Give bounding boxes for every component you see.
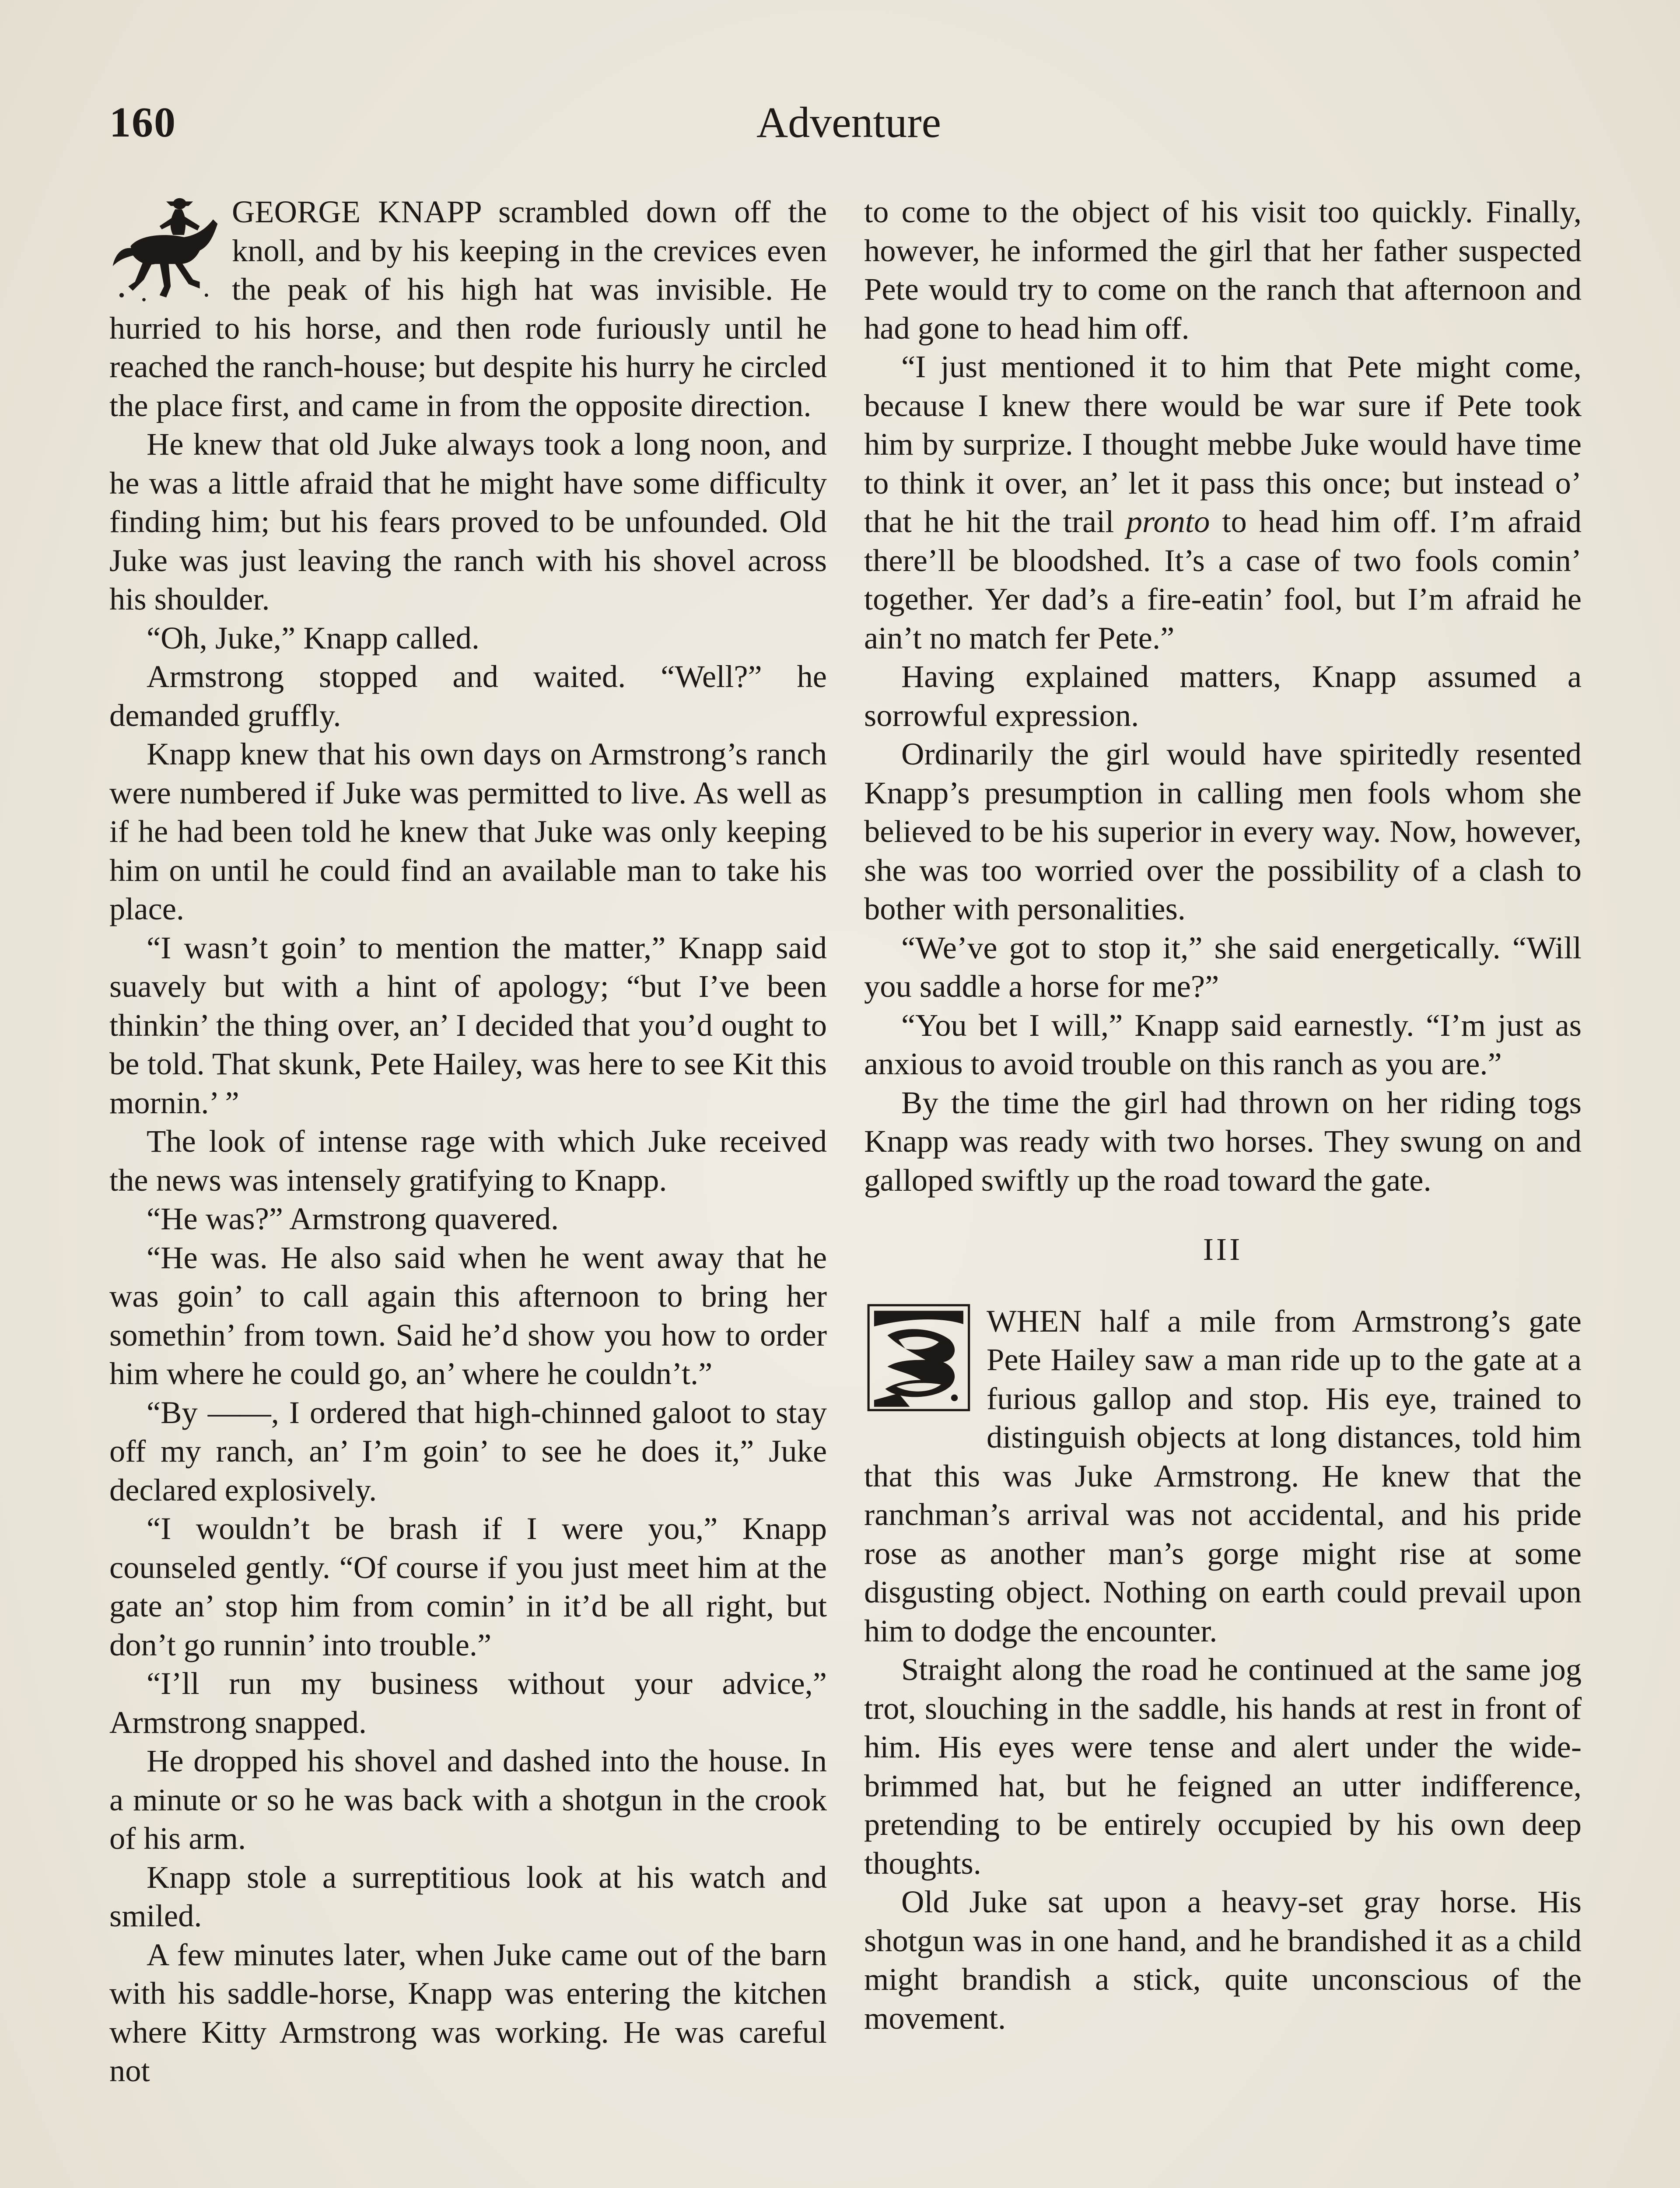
paragraph: “Oh, Juke,” Knapp called.: [147, 620, 480, 656]
paragraph: “I’ll run my business without your advice,” Armstrong snapped.: [109, 1666, 827, 1740]
paragraph: The look of intense rage with which Juke received the news was intensely gratifying to Knapp.: [109, 1123, 827, 1198]
paragraph: Straight along the road he continued at the same jog trot, slouching in the saddle, his hands at rest in front of him. His eyes were tense and alert under the wide-brimmed hat, but he feigned an utter indifference, pretending to be entirely occupied by his own deep thoughts.: [864, 1652, 1582, 1881]
paragraph: “He was. He also said when he went away that he was goin’ to call again this afternoon to bring her somethin’ from town. Said he’d show you how to order him where he could go, an’ where he couldn’t.”: [109, 1239, 827, 1391]
paragraph: “You bet I will,” Knapp said earnestly. “I’m just as anxious to avoid trouble on this ranch as you are.”: [864, 1007, 1582, 1081]
paragraph: Knapp knew that his own days on Armstrong’s ranch were numbered if Juke was permitted to live. As well as if he had been told he knew that Juke was only keeping him on until he could find an available man to take his place.: [109, 736, 827, 926]
letter-w-icon: [864, 1302, 987, 1420]
paragraph: Ordinarily the girl would have spiritedly resented Knapp’s presumption in calling men fools whom she believed to be his superior in every way. Now, however, she was too worried over the possibility of a clash to bother with personalities.: [864, 736, 1582, 926]
paragraph: [864, 347, 1582, 657]
running-head: [109, 92, 1588, 153]
paragraph: Knapp stole a surreptitious look at his watch and smiled.: [109, 1859, 827, 1933]
paragraph: “I wasn’t goin’ to mention the matter,” Knapp said suavely but with a hint of apology; “but I’ve been thinkin’ the thing over, an’ I decided that you’d ought to be told. That skunk, Pete Hailey, was here to see Kit this mornin.’ ”: [109, 929, 827, 1120]
paragraph: Having explained matters, Knapp assumed a sorrowful expression.: [864, 659, 1582, 733]
paragraph: “He was?” Armstrong quavered.: [147, 1201, 559, 1236]
paragraph-text: to head him off. I’m afraid there’ll be bloodshed. It’s a case of two fools comin’ together. Yer dad’s a fire-eatin’ fool, but I’m afraid he ain’t no match fer Pete.”: [864, 504, 1582, 656]
paragraph: Old Juke sat upon a heavy-set gray horse. His shotgun was in one hand, and he brandished it as a child might brandish a stick, quite unconscious of the movement.: [864, 1884, 1582, 2036]
paragraph: By the time the girl had thrown on her riding togs Knapp was ready with two horses. They swung on and galloped swiftly up the road toward the gate.: [864, 1084, 1582, 1198]
italic-word: pronto: [1126, 504, 1210, 539]
magazine-title: Adventure: [756, 98, 942, 147]
section-number: III: [1203, 1231, 1243, 1267]
paragraph: “By ——, I ordered that high-chinned galoot to stay off my ranch, an’ I’m goin’ to see he does it,” Juke declared explosively.: [109, 1394, 827, 1508]
paragraph: He knew that old Juke always took a long noon, and he was a little afraid that he might have some difficulty finding him; but his fears proved to be unfounded. Old Juke was just leaving the ranch with his shovel across his shoulder.: [109, 426, 827, 617]
page-number: 160: [109, 99, 176, 146]
paragraph: to come to the object of his visit too quickly. Finally, however, he informed the girl that her father suspected Pete would try to come on the ranch that afternoon and had gone to head him off.: [864, 194, 1582, 346]
paragraph: “I wouldn’t be brash if I were you,” Knapp counseled gently. “Of course if you just meet him at the gate an’ stop him from comin’ in it’d be all right, but don’t go runnin’ into trouble.”: [109, 1511, 827, 1662]
paragraph: He dropped his shovel and dashed into the house. In a minute or so he was back with a shotgun in the crook of his arm.: [109, 1743, 827, 1856]
right-column: [864, 193, 1582, 2037]
left-column: [109, 193, 827, 2090]
paragraph: GEORGE KNAPP scrambled down off the knoll, and by his keeping in the crevices even the peak of his high hat was invisible. He hurried to his horse, and then rode furiously until he reached the ranch-house; but despite his hurry he circled the place first, and came in from the opposite direction.: [109, 194, 827, 423]
paragraph: Armstrong stopped and waited. “Well?” he demanded gruffly.: [109, 659, 827, 733]
paragraph: A few minutes later, when Juke came out of the barn with his saddle-horse, Knapp was entering the kitchen where Kitty Armstrong was working. He was careful not: [109, 1936, 827, 2088]
paragraph: “We’ve got to stop it,” she said energetically. “Will you saddle a horse for me?”: [864, 929, 1582, 1004]
horse-rider-icon: [109, 193, 232, 309]
paragraph: WHEN half a mile from Armstrong’s gate Pete Hailey saw a man ride up to the gate at a furious gallop and stop. His eye, trained to distinguish objects at long distances, told him that this was Juke Armstrong. He knew that the ranchman’s arrival was not accidental, and his pride rose as another man’s gorge might rise at some disgusting object. Nothing on earth could prevail upon him to dodge the encounter.: [864, 1303, 1582, 1648]
paragraph-text: “I just mentioned it to him that Pete might come, because I knew there would be war sure if Pete took him by surprize. I thought mebbe Juke would have time to think it over, an’ let it pass this once; but instead o’ that he hit the trail: [864, 349, 1582, 539]
